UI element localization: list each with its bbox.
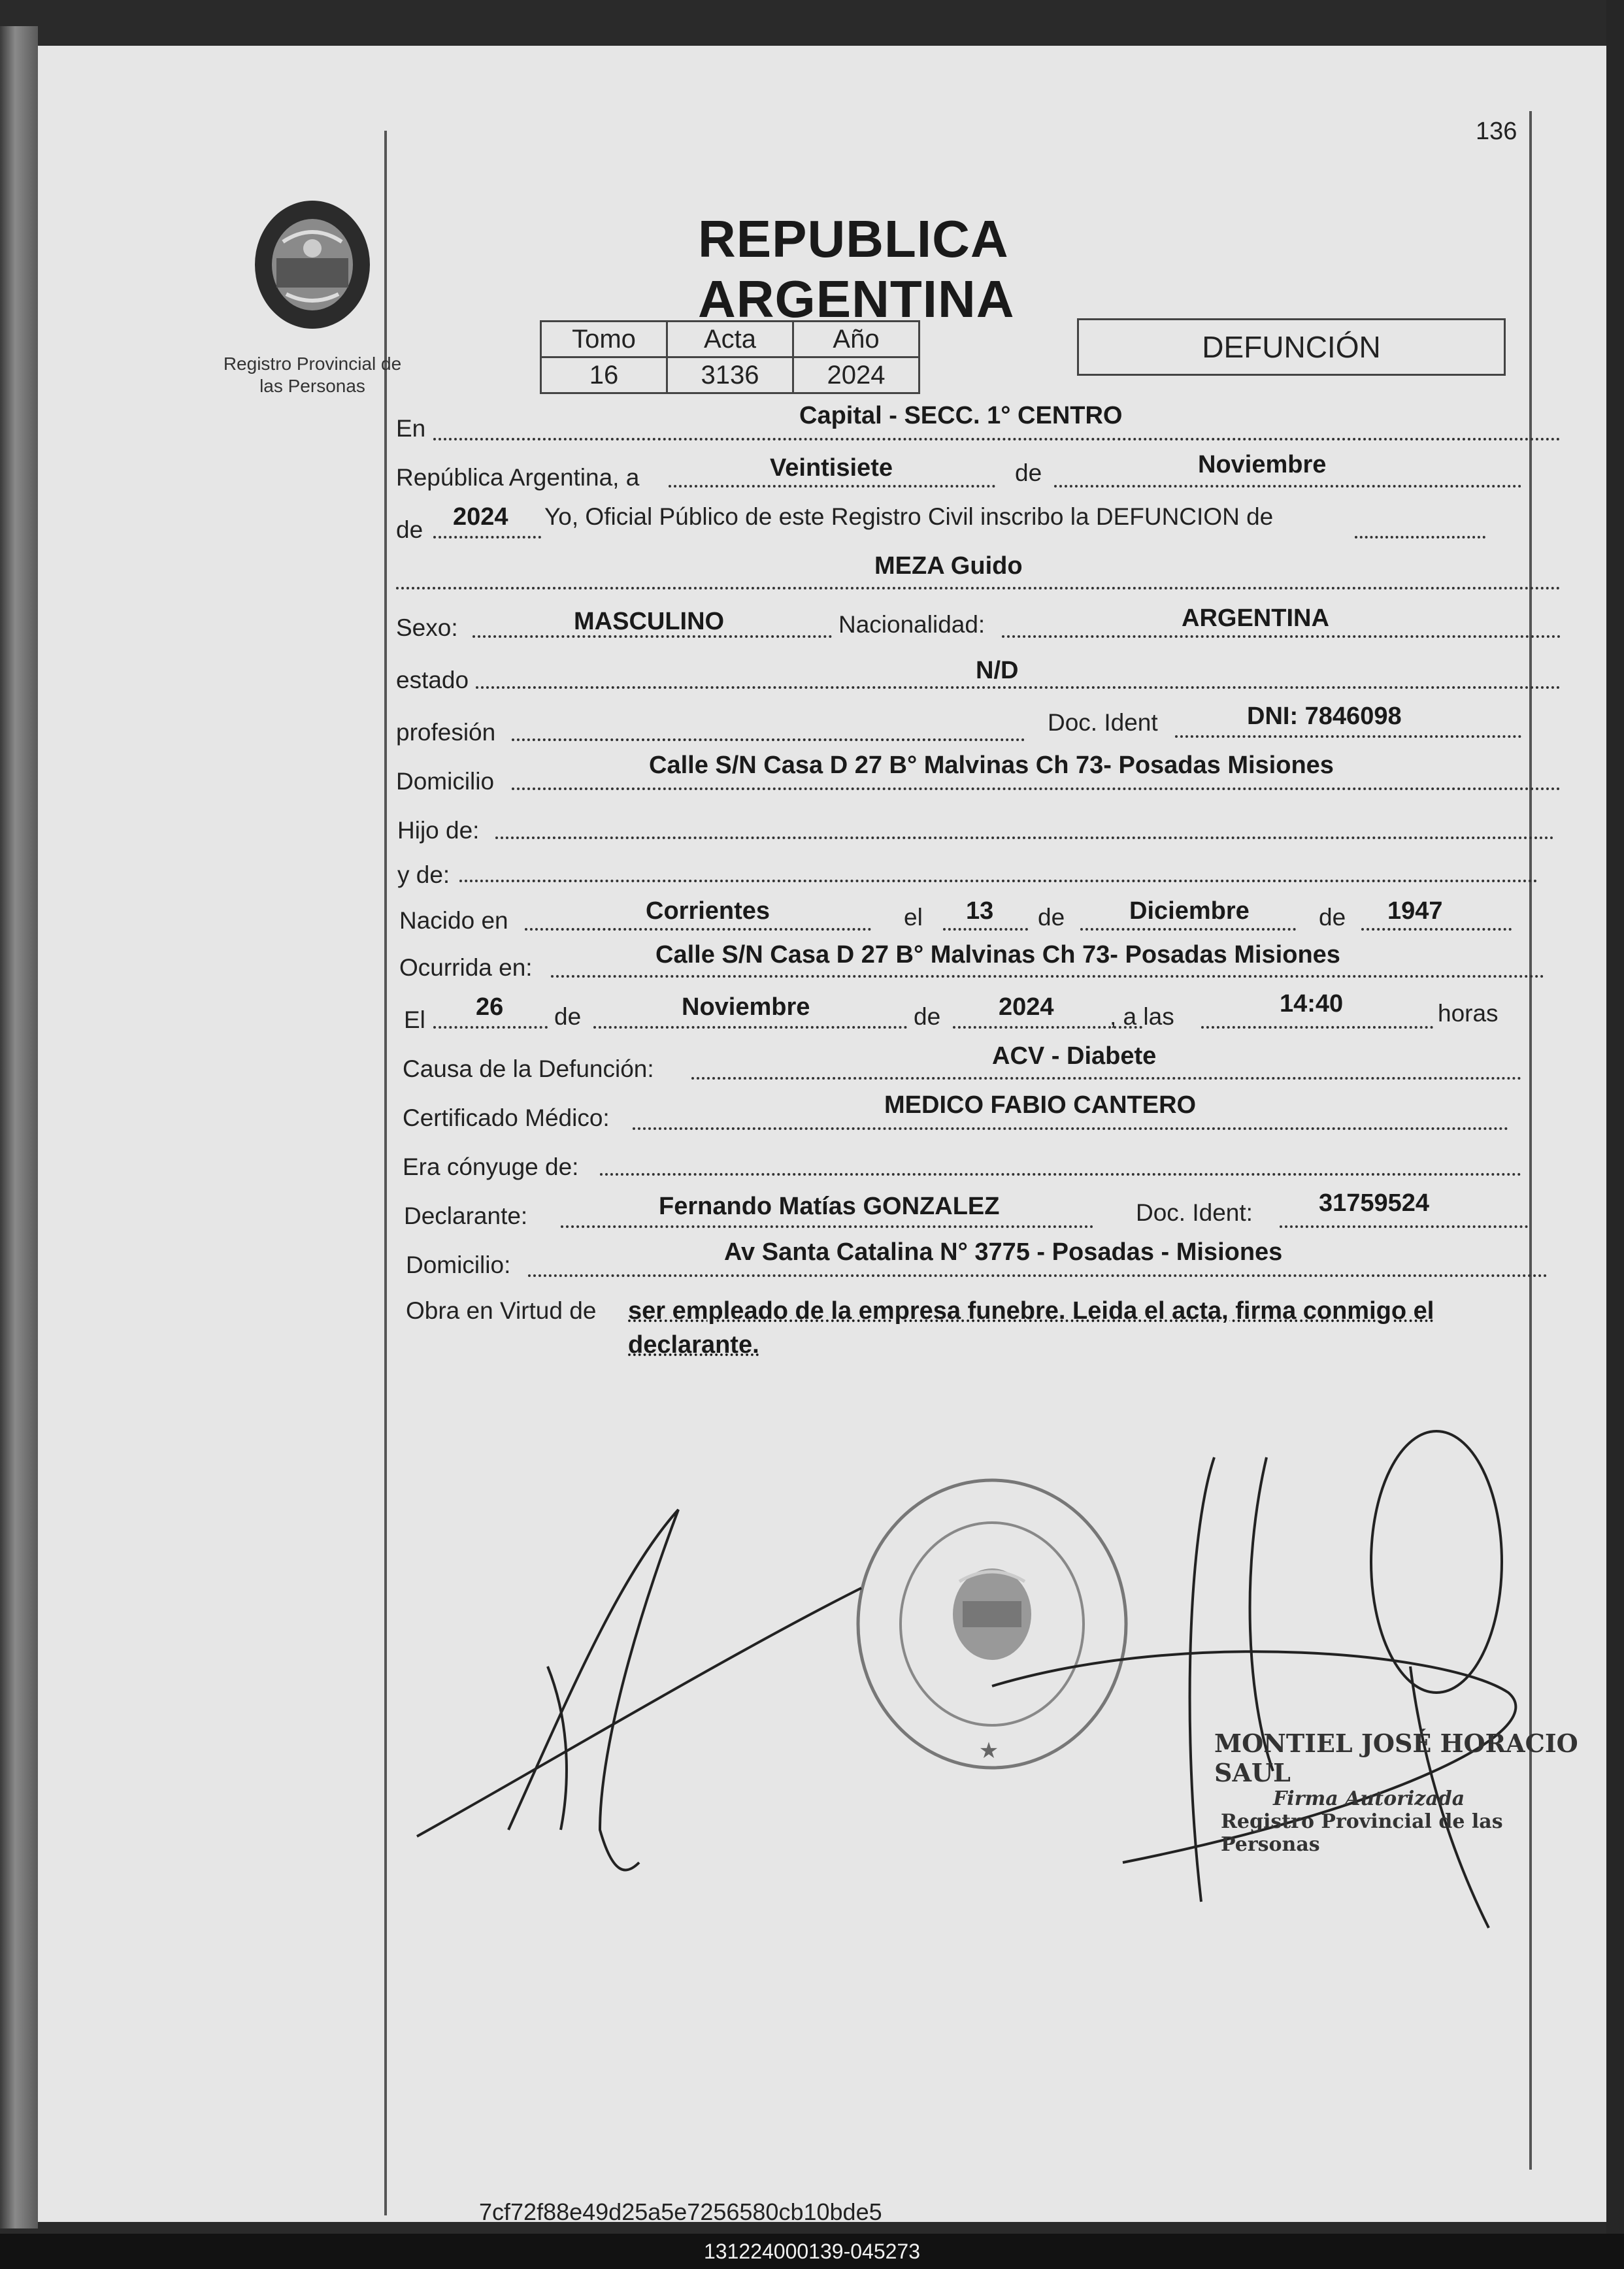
footer-id-bar: 131224000139-045273 [0, 2234, 1624, 2269]
dotted-line [1054, 485, 1521, 488]
value-lugar: Capital - SECC. 1° CENTRO [799, 402, 1123, 429]
value-doc: DNI: 7846098 [1247, 703, 1402, 730]
label-nacionalidad: Nacionalidad: [838, 611, 986, 638]
dotted-line [691, 1077, 1521, 1080]
value-def-hora: 14:40 [1280, 990, 1344, 1018]
stamp-office: Registro Provincial de las Personas [1221, 1810, 1503, 1856]
label-profesion: profesión [396, 719, 496, 746]
dotted-line [512, 787, 1561, 790]
label-conyuge: Era cónyuge de: [403, 1153, 579, 1180]
dotted-line [1355, 536, 1485, 538]
label-de: de [1319, 904, 1346, 931]
value-def-dia: 26 [476, 993, 504, 1021]
label-doc-ident-declarante: Doc. Ident: [1136, 1199, 1253, 1226]
label-domicilio: Domicilio [396, 768, 495, 795]
dotted-line [512, 738, 1025, 741]
label-domicilio-declarante: Domicilio: [406, 1251, 511, 1278]
dotted-line [1080, 928, 1296, 931]
official-stamp [1214, 1729, 1606, 1856]
label-republica: República Argentina, a [396, 464, 640, 491]
label-declarante: Declarante: [404, 1202, 528, 1229]
value-causa: ACV - Diabete [992, 1042, 1157, 1070]
value-ocurrida: Calle S/N Casa D 27 B° Malvinas Ch 73- Posadas Misiones [655, 941, 1340, 969]
value-dia: Veintisiete [770, 454, 893, 482]
value-def-anio: 2024 [999, 993, 1054, 1021]
page-number: 136 [1476, 118, 1517, 145]
value-nacido-lugar: Corrientes [646, 897, 771, 925]
value-nacido-anio: 1947 [1387, 897, 1443, 925]
value-mes: Noviembre [1198, 451, 1327, 478]
label-yo-oficial: Yo, Oficial Público de este Registro Civil inscribo la DEFUNCION de [544, 503, 1274, 530]
label-hijo-de: Hijo de: [397, 817, 480, 844]
value-nacido-mes: Diciembre [1129, 897, 1250, 925]
label-el-cap: El [404, 1006, 425, 1033]
registro-provincial-caption: Registro Provincial de las Personas [223, 354, 402, 396]
value-nacionalidad: ARGENTINA [1182, 605, 1329, 632]
value-nombre: MEZA Guido [874, 552, 1023, 580]
label-de: de [1015, 459, 1042, 486]
dotted-line [943, 928, 1028, 931]
value-anio: 2024 [453, 503, 508, 531]
value-sexo: MASCULINO [574, 608, 725, 635]
signatures [404, 1405, 1624, 1993]
value-nacido-dia: 13 [966, 897, 994, 925]
table-header-tomo: Tomo [541, 322, 667, 357]
label-de: de [1038, 904, 1065, 931]
dotted-line [433, 536, 541, 538]
value-declarante: Fernando Matías GONZALEZ [659, 1193, 1000, 1220]
acta-table [540, 320, 920, 394]
dotted-line [459, 880, 1538, 882]
provincia-misiones-logo [247, 196, 378, 333]
dotted-line [396, 587, 1561, 589]
svg-text:★: ★ [978, 1738, 999, 1763]
value-obra: ser empleado de la empresa funebre. Leida el acta, firma conmigo el declarante. [628, 1297, 1434, 1359]
dotted-line [600, 1173, 1521, 1176]
label-de: de [396, 516, 423, 543]
page-title: REPUBLICA ARGENTINA [698, 210, 1015, 328]
label-sexo: Sexo: [396, 614, 458, 641]
dotted-line [593, 1026, 907, 1029]
value-domicilio: Calle S/N Casa D 27 B° Malvinas Ch 73- Posadas Misiones [649, 752, 1334, 779]
left-margin-line [384, 131, 387, 2215]
dotted-line [1280, 1225, 1528, 1228]
dotted-line [433, 438, 1561, 440]
dotted-line [633, 1127, 1508, 1130]
label-causa: Causa de la Defunción: [403, 1055, 654, 1082]
certificate-type-box: DEFUNCIÓN [1077, 318, 1506, 376]
stamp-name: MONTIEL JOSÉ HORACIO SAUL [1214, 1729, 1578, 1787]
dotted-line [1361, 928, 1512, 931]
stamp-role: Firma Autorizada [1273, 1787, 1465, 1810]
dotted-line [525, 928, 871, 931]
value-declarante-domicilio: Av Santa Catalina N° 3775 - Posadas - Misiones [724, 1238, 1283, 1266]
document-hash: 7cf72f88e49d25a5e7256580cb10bde5 [479, 2198, 882, 2225]
value-declarante-doc: 31759524 [1319, 1189, 1430, 1217]
table-header-anio: Año [793, 322, 920, 357]
table-value-tomo: 16 [541, 357, 667, 393]
dotted-line [495, 836, 1554, 839]
label-de: de [914, 1003, 941, 1030]
label-obra: Obra en Virtud de [406, 1297, 597, 1324]
label-estado: estado [396, 667, 469, 693]
dotted-line [1002, 635, 1561, 638]
dotted-line [476, 686, 1561, 689]
label-nacido-en: Nacido en [399, 907, 508, 934]
label-certificado: Certificado Médico: [403, 1104, 610, 1131]
label-doc-ident: Doc. Ident [1048, 709, 1158, 736]
label-y-de: y de: [397, 861, 450, 888]
value-certificado: MEDICO FABIO CANTERO [884, 1091, 1197, 1119]
dotted-line [528, 1274, 1548, 1277]
dotted-line [561, 1225, 1093, 1228]
label-horas: horas [1438, 1000, 1499, 1027]
label-de: de [554, 1003, 582, 1030]
table-value-anio: 2024 [793, 357, 920, 393]
death-certificate-page [38, 46, 1606, 2225]
table-header-acta: Acta [667, 322, 793, 357]
label-en: En [396, 415, 426, 442]
dotted-line [1201, 1026, 1433, 1029]
dotted-line [551, 975, 1544, 978]
book-binding-edge [0, 26, 38, 2228]
value-def-mes: Noviembre [682, 993, 810, 1021]
dotted-line [433, 1026, 548, 1029]
label-a-las: , a las [1110, 1003, 1174, 1030]
label-ocurrida-en: Ocurrida en: [399, 954, 533, 981]
label-el: el [904, 904, 923, 931]
value-estado: N/D [976, 657, 1019, 684]
dotted-line [1175, 735, 1521, 738]
dotted-line [669, 485, 995, 488]
table-value-acta: 3136 [667, 357, 793, 393]
